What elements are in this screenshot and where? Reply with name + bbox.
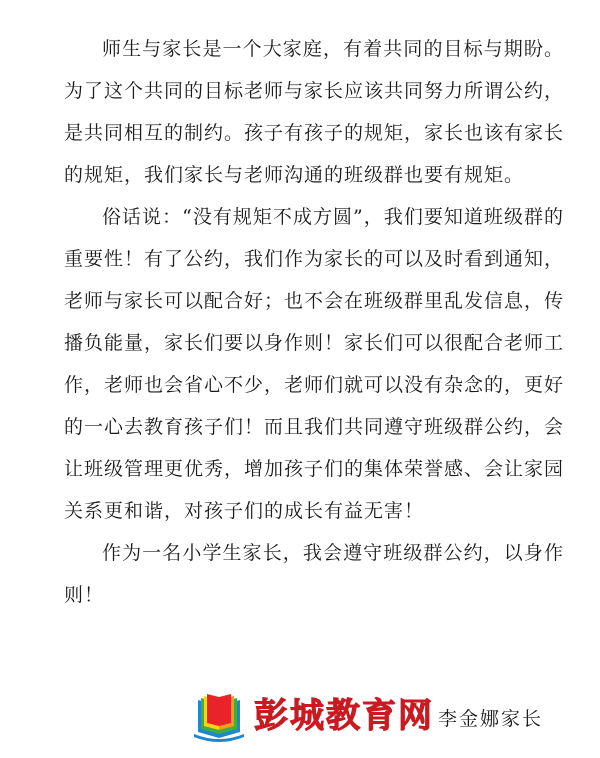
signature: 李金娜家长 [438,708,544,730]
open-book-icon [190,690,248,742]
paragraph-importance: 俗话说：“没有规矩不成方圆”，我们要知道班级群的重要性！有了公约，我们作为家长的可以及时看到通知，老师与家长可以配合好；也不会在班级群里乱发信息，传播负能量，家长们要以身作则！家长们可以很配合老师工作，老师也会省心不少，老师们就可以没有杂念的，更好的一心去教育孩子们！而且我们共同遵守班级群公约，会让班级管理更优秀，增加孩子们的集体荣誉感、会让家园关系更和谐，对孩子们的成长有益无害！ [64,206,565,522]
document-body [64,28,564,616]
paragraph-intro: 师生与家长是一个大家庭，有着共同的目标与期盼。为了这个共同的目标老师与家长应该共同努力所谓公约，是共同相互的制约。孩子有孩子的规矩，家长也该有家长的规矩，我们家长与老师沟通的班级群也要有规矩。 [64,38,565,186]
logo-wordmark: 彭城教育网 [254,696,434,736]
footer [0,690,600,750]
paragraph-commitment: 作为一名小学生家长，我会遵守班级群公约，以身作则！ [64,542,564,606]
site-logo [190,690,434,742]
